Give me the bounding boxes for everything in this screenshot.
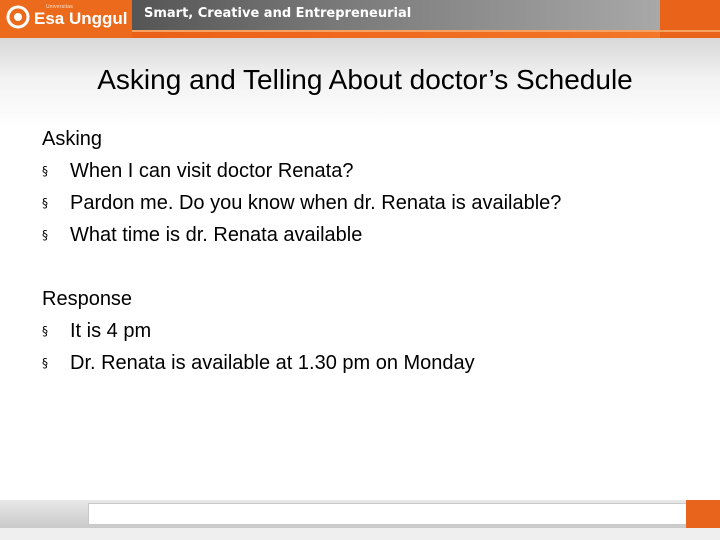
list-item-text: When I can visit doctor Renata? bbox=[70, 160, 354, 182]
section-heading-asking: Asking bbox=[42, 128, 103, 150]
header-accent bbox=[660, 0, 720, 38]
footer-panel bbox=[88, 503, 688, 525]
list-item bbox=[42, 187, 702, 219]
bullet-icon: § bbox=[42, 324, 48, 338]
footer-strip bbox=[0, 528, 720, 540]
spacer bbox=[42, 251, 702, 283]
tagline-bar bbox=[132, 0, 660, 30]
list-item-text: What time is dr. Renata available bbox=[70, 224, 363, 246]
header-divider bbox=[132, 30, 720, 32]
bullet-icon: § bbox=[42, 196, 48, 210]
tagline-text: Smart, Creative and Entrepreneurial bbox=[144, 6, 412, 21]
list-item-text: Dr. Renata is available at 1.30 pm on Monday bbox=[70, 352, 475, 374]
logo-name: Esa Unggul bbox=[34, 9, 128, 28]
list-item bbox=[42, 155, 702, 187]
list-item-text: It is 4 pm bbox=[70, 320, 152, 342]
university-logo bbox=[0, 0, 132, 38]
bullet-icon: § bbox=[42, 356, 48, 370]
slide-body bbox=[42, 123, 702, 379]
list-item-text: Pardon me. Do you know when dr. Renata is available? bbox=[70, 192, 562, 214]
list-item bbox=[42, 315, 702, 347]
header-banner bbox=[0, 0, 720, 38]
slide-title: Asking and Telling About doctor’s Schedule bbox=[97, 64, 633, 95]
bullet-icon: § bbox=[42, 228, 48, 242]
logo-subtitle: Universitas bbox=[46, 4, 73, 10]
bullet-icon: § bbox=[42, 164, 48, 178]
section-heading-response: Response bbox=[42, 288, 133, 310]
list-item bbox=[42, 219, 702, 251]
list-item bbox=[42, 347, 702, 379]
logo-emblem-icon bbox=[6, 5, 30, 29]
